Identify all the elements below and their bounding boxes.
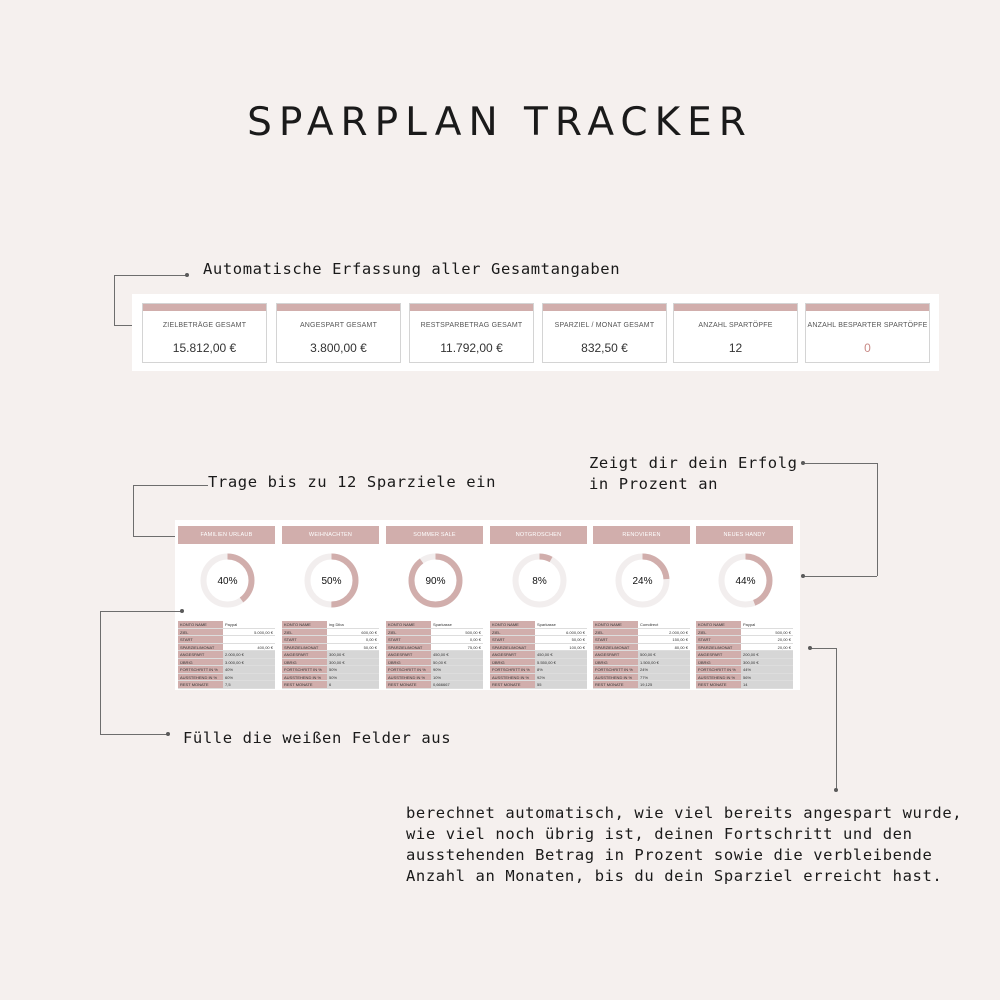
goal-row-label: ÜBRIG [490,659,535,666]
connector-dot [180,609,184,613]
goal-field-monat[interactable]: 100,00 € [535,644,587,651]
goal-row-monat [696,644,793,652]
goal-field-ziel[interactable]: 5.000,00 € [223,629,275,636]
goal-field-angespart: 450,00 € [431,651,483,658]
progress-donut [614,552,671,609]
goal-row-label: START [386,636,431,643]
progress-donut [199,552,256,609]
goal-field-start[interactable]: 150,00 € [638,636,690,643]
goal-row-angespart [593,651,690,659]
goal-row-label: ÜBRIG [696,659,741,666]
goal-row-label: ÜBRIG [386,659,431,666]
goal-field-konto[interactable]: Paypal [741,621,793,628]
goal-field-uebrig: 1.500,00 € [638,659,690,666]
summary-card-value: 15.812,00 € [172,341,237,355]
goal-row-label: ÜBRIG [593,659,638,666]
goal-row-monat [386,644,483,652]
goal-card [282,526,379,690]
goal-card [178,526,275,690]
page-title: SPARPLAN TRACKER [247,100,753,145]
goal-row-uebrig [386,659,483,667]
connector-line [133,536,175,537]
goal-field-ziel[interactable]: 6.000,00 € [535,629,587,636]
summary-card-label: ANGESPART GESAMT [299,322,378,329]
goal-field-monat[interactable]: 50,00 € [327,644,379,651]
summary-card [542,303,667,363]
goal-row-label: ZIEL [386,629,431,636]
goal-field-uebrig: 50,00 € [431,659,483,666]
goal-field-monat[interactable]: 20,00 € [741,644,793,651]
goal-row-start [593,636,690,644]
connector-dot [801,461,805,465]
goal-field-start[interactable]: 20,00 € [741,636,793,643]
progress-label: 90% [425,576,446,587]
goal-field-angespart: 450,00 € [535,651,587,658]
goal-row-label: FORTSCHRITT IN % [593,666,638,673]
goal-row-label: ÜBRIG [178,659,223,666]
goal-field-start[interactable]: 50,00 € [535,636,587,643]
progress-label: 40% [217,576,238,587]
goal-field-start[interactable] [223,636,275,643]
goal-field-konto[interactable]: Sparkasse [535,621,587,628]
goal-title: NOTGROSCHEN [490,526,587,544]
goal-row-label: AUSSTEHEND IN % [282,674,327,681]
goal-row-label: FORTSCHRITT IN % [178,666,223,673]
goal-row-konto [386,621,483,629]
goal-row-uebrig [282,659,379,667]
goal-row-label: AUSSTEHEND IN % [490,674,535,681]
goal-field-fortschritt: 40% [223,666,275,673]
summary-card-value: 0 [864,341,871,355]
goal-row-label: SPARZIEL/MONAT [282,644,327,651]
goal-row-label: ANGESPART [178,651,223,658]
goal-row-rest [282,681,379,689]
goal-row-label: ÜBRIG [282,659,327,666]
summary-card-header [410,304,533,311]
connector-line [133,485,134,536]
goal-row-ziel [490,629,587,637]
goal-row-start [386,636,483,644]
goal-field-fortschritt: 24% [638,666,690,673]
goal-field-ausstehend: 60% [223,674,275,681]
goal-row-uebrig [696,659,793,667]
goal-table [490,621,587,689]
goal-field-uebrig: 3.000,00 € [223,659,275,666]
goal-field-ausstehend: 10% [431,674,483,681]
goal-row-ausstehend [490,674,587,682]
summary-card-value: 832,50 € [581,341,628,355]
goal-row-ziel [386,629,483,637]
goal-row-fortschritt [696,666,793,674]
goal-row-start [490,636,587,644]
goal-row-monat [282,644,379,652]
summary-card [805,303,930,363]
progress-donut [717,552,774,609]
goals-panel [175,520,800,690]
goal-row-fortschritt [386,666,483,674]
goal-field-ausstehend: 56% [741,674,793,681]
goal-row-angespart [178,651,275,659]
goal-row-rest [696,681,793,689]
goal-field-rest: 14 [741,681,793,688]
goal-row-ausstehend [178,674,275,682]
goal-field-fortschritt: 90% [431,666,483,673]
summary-card [276,303,401,363]
summary-panel [132,294,939,371]
progress-label: 44% [735,576,756,587]
connector-dot [166,732,170,736]
goal-row-rest [490,681,587,689]
connector-dot [808,646,812,650]
connector-line [114,275,115,325]
goal-row-label: REST MONATE [386,681,431,688]
goal-table [696,621,793,689]
goal-row-label: AUSSTEHEND IN % [178,674,223,681]
goal-table [386,621,483,689]
progress-label: 24% [632,576,653,587]
goal-field-konto[interactable]: Comdirect [638,621,690,628]
summary-card-value: 11.792,00 € [440,341,503,355]
goal-row-label: KONTO NAME [696,621,741,628]
goal-field-angespart: 300,00 € [327,651,379,658]
goal-field-konto[interactable]: ing Diba [327,621,379,628]
summary-card-value: 3.800,00 € [310,341,367,355]
goal-row-label: ANGESPART [386,651,431,658]
goal-row-label: KONTO NAME [282,621,327,628]
goal-row-konto [178,621,275,629]
goal-row-label: KONTO NAME [490,621,535,628]
connector-line [100,734,168,735]
goal-row-ausstehend [593,674,690,682]
goal-table [593,621,690,689]
goal-title: NEUES HANDY [696,526,793,544]
goal-row-uebrig [490,659,587,667]
goal-row-label: ANGESPART [593,651,638,658]
connector-line [100,611,101,734]
goal-field-monat[interactable]: 80,00 € [638,644,690,651]
goal-row-monat [178,644,275,652]
goal-row-label: REST MONATE [490,681,535,688]
goal-field-fortschritt: 50% [327,666,379,673]
callout-auto-totals: Automatische Erfassung aller Gesamtangaben [203,260,621,278]
goal-row-fortschritt [593,666,690,674]
goal-row-angespart [282,651,379,659]
callout-fill-white: Fülle die weißen Felder aus [183,729,452,747]
goal-table [282,621,379,689]
progress-label: 50% [321,576,342,587]
goal-row-label: SPARZIEL/MONAT [696,644,741,651]
goal-row-start [282,636,379,644]
goal-field-konto[interactable]: Paypal [223,621,275,628]
goal-row-ausstehend [282,674,379,682]
goal-field-angespart: 500,00 € [638,651,690,658]
progress-donut [511,552,568,609]
callout-success-percent: Zeigt dir dein Erfolg in Prozent an [589,454,798,493]
goal-row-label: START [593,636,638,643]
goal-field-start[interactable]: 0,00 € [327,636,379,643]
goal-row-label: ZIEL [696,629,741,636]
goal-row-label: REST MONATE [696,681,741,688]
goal-row-monat [490,644,587,652]
connector-line [100,611,182,612]
goal-field-konto[interactable]: Sparkasse [431,621,483,628]
goal-row-label: REST MONATE [282,681,327,688]
goal-row-fortschritt [490,666,587,674]
goal-row-ziel [178,629,275,637]
connector-dot [185,273,189,277]
connector-line [877,463,878,576]
progress-donut [303,552,360,609]
summary-card-header [277,304,400,311]
goal-row-label: SPARZIEL/MONAT [178,644,223,651]
goal-field-rest: 19,125 [638,681,690,688]
goal-field-monat[interactable]: 75,00 € [431,644,483,651]
summary-card-label: ZIELBETRÄGE GESAMT [162,322,247,329]
goal-field-monat[interactable]: 400,00 € [223,644,275,651]
callout-auto-calc: berechnet automatisch, wie viel bereits angespart wurde, wie viel noch übrig ist, deinen Fortschritt und den ausstehenden Betrag in Prozent sowie die verbleibende Anzahl an Monaten, bis du dein Sparziel erreicht hast. [406,804,963,885]
summary-card-header [143,304,266,311]
connector-line [133,485,208,486]
goal-row-label: ANGESPART [696,651,741,658]
goal-field-ausstehend: 77% [638,674,690,681]
progress-label: 8% [532,576,547,587]
connector-line [803,463,877,464]
goal-field-ausstehend: 50% [327,674,379,681]
goal-row-rest [386,681,483,689]
goal-row-label: AUSSTEHEND IN % [386,674,431,681]
goal-field-ziel[interactable]: 500,00 € [741,629,793,636]
goal-row-start [178,636,275,644]
progress-donut [407,552,464,609]
connector-line [803,576,877,577]
goal-row-label: FORTSCHRITT IN % [386,666,431,673]
goal-row-label: START [282,636,327,643]
goal-row-monat [593,644,690,652]
goal-row-label: SPARZIEL/MONAT [593,644,638,651]
goal-field-rest: 7,5 [223,681,275,688]
connector-dot [834,788,838,792]
goal-row-label: KONTO NAME [386,621,431,628]
goal-row-label: FORTSCHRITT IN % [490,666,535,673]
goal-row-label: SPARZIEL/MONAT [386,644,431,651]
goal-title: FAMILIEN URLAUB [178,526,275,544]
goal-field-rest: 6 [327,681,379,688]
summary-card-header [806,304,929,311]
goal-row-konto [696,621,793,629]
goal-field-start[interactable]: 0,00 € [431,636,483,643]
goal-row-uebrig [593,659,690,667]
goal-row-ziel [282,629,379,637]
summary-card-header [674,304,797,311]
goal-row-label: REST MONATE [178,681,223,688]
goal-row-angespart [386,651,483,659]
connector-line [114,275,186,276]
connector-line [810,648,836,649]
goal-row-konto [490,621,587,629]
goal-card [593,526,690,690]
goal-row-fortschritt [178,666,275,674]
goal-field-rest: 55 [535,681,587,688]
goal-row-label: REST MONATE [593,681,638,688]
goal-row-label: START [178,636,223,643]
goal-row-angespart [696,651,793,659]
summary-card-label: ANZAHL SPARTÖPFE [698,322,773,329]
summary-card [142,303,267,363]
goal-row-label: SPARZIEL/MONAT [490,644,535,651]
connector-line [836,648,837,790]
goal-row-konto [282,621,379,629]
goal-row-label: ZIEL [282,629,327,636]
goal-title: SOMMER SALE [386,526,483,544]
goal-table [178,621,275,689]
goal-field-ziel[interactable]: 600,00 € [327,629,379,636]
goal-card [696,526,793,690]
goal-row-label: ZIEL [490,629,535,636]
goal-field-ziel[interactable]: 500,00 € [431,629,483,636]
summary-card-label: RESTSPARBETRAG GESAMT [420,322,523,329]
goal-field-angespart: 2.000,00 € [223,651,275,658]
goal-row-label: ZIEL [178,629,223,636]
goal-row-rest [178,681,275,689]
goal-row-uebrig [178,659,275,667]
goal-card [386,526,483,690]
goal-row-label: ANGESPART [490,651,535,658]
goal-title: RENOVIEREN [593,526,690,544]
goal-field-ziel[interactable]: 2.000,00 € [638,629,690,636]
goal-row-ausstehend [386,674,483,682]
connector-dot [801,574,805,578]
summary-card-header [543,304,666,311]
summary-card [409,303,534,363]
goal-row-label: KONTO NAME [593,621,638,628]
goal-card [490,526,587,690]
summary-card-label: ANZAHL BESPARTER SPARTÖPFE [807,322,928,329]
goal-field-fortschritt: 44% [741,666,793,673]
goal-row-rest [593,681,690,689]
goal-field-ausstehend: 92% [535,674,587,681]
goal-row-ziel [593,629,690,637]
goal-field-rest: 0,666667 [431,681,483,688]
goal-field-uebrig: 5.550,00 € [535,659,587,666]
goal-row-label: AUSSTEHEND IN % [696,674,741,681]
goal-row-konto [593,621,690,629]
goal-row-angespart [490,651,587,659]
goal-row-label: ANGESPART [282,651,327,658]
goal-title: WEIHNACHTEN [282,526,379,544]
goal-row-label: FORTSCHRITT IN % [696,666,741,673]
goal-row-label: KONTO NAME [178,621,223,628]
goal-field-uebrig: 300,00 € [741,659,793,666]
goal-row-label: ZIEL [593,629,638,636]
goal-row-label: START [696,636,741,643]
summary-card [673,303,798,363]
goal-field-angespart: 200,00 € [741,651,793,658]
goal-row-start [696,636,793,644]
goal-field-uebrig: 300,00 € [327,659,379,666]
goal-field-fortschritt: 8% [535,666,587,673]
goal-row-label: FORTSCHRITT IN % [282,666,327,673]
goal-row-label: START [490,636,535,643]
goal-row-ausstehend [696,674,793,682]
goal-row-fortschritt [282,666,379,674]
goal-row-label: AUSSTEHEND IN % [593,674,638,681]
goal-row-ziel [696,629,793,637]
callout-enter-goals: Trage bis zu 12 Sparziele ein [208,473,497,491]
summary-card-value: 12 [728,341,743,355]
summary-card-label: SPARZIEL / MONAT GESAMT [554,322,655,329]
